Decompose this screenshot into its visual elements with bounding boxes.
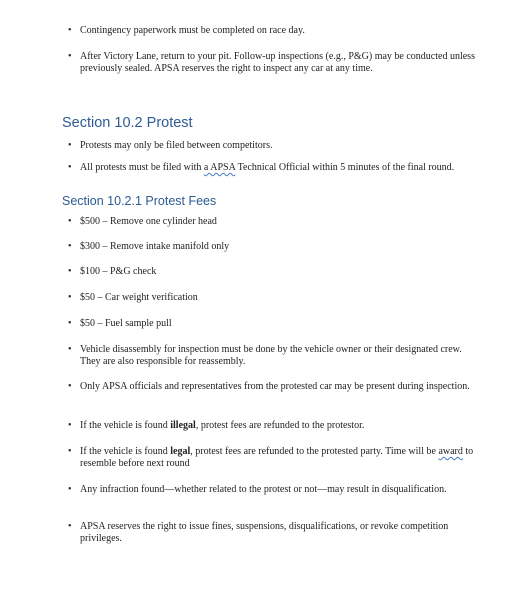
list-item: • $50 – Car weight verification bbox=[68, 292, 198, 303]
list-item: • $100 – P&G check bbox=[68, 266, 157, 277]
list-item: • $300 – Remove intake manifold only bbox=[68, 241, 230, 252]
list-item: • Any infraction found—whether related to the protest or not—may result in disqualification. bbox=[68, 484, 447, 495]
bullet-icon: • bbox=[68, 25, 72, 36]
list-item: • Contingency paperwork must be completed on race day. bbox=[68, 25, 305, 36]
list-item: • $500 – Remove one cylinder head bbox=[68, 216, 217, 227]
bullet-icon: • bbox=[68, 420, 72, 431]
list-item: • Protests may only be filed between competitors. bbox=[68, 140, 273, 151]
list-item: • After Victory Lane, return to your pit. Follow-up inspections (e.g., P&G) may be conducted unless previously sealed. APSA reserves the right to inspect any car at any time. bbox=[68, 51, 475, 74]
bullet-icon: • bbox=[68, 484, 72, 495]
bullet-icon: • bbox=[68, 266, 72, 277]
list-item: • All protests must be filed with a APSA Technical Official within 5 minutes of the final round. bbox=[68, 162, 455, 173]
list-item: • Vehicle disassembly for inspection must be done by the vehicle owner or their designated crew. They are also responsible for reassembly. bbox=[68, 344, 462, 367]
bullet-icon: • bbox=[68, 241, 72, 252]
bullet-icon: • bbox=[68, 216, 72, 227]
spellcheck-flag[interactable]: a APSA bbox=[203, 162, 236, 173]
bullet-icon: • bbox=[68, 344, 72, 355]
bullet-icon: • bbox=[68, 292, 72, 303]
list-item: • $50 – Fuel sample pull bbox=[68, 318, 172, 329]
list-item: • Only APSA officials and representatives from the protested car may be present during inspection. bbox=[68, 381, 470, 392]
bullet-icon: • bbox=[68, 140, 72, 151]
list-item: • If the vehicle is found illegal, protest fees are refunded to the protestor. bbox=[68, 420, 365, 431]
bullet-icon: • bbox=[68, 51, 72, 62]
bullet-icon: • bbox=[68, 381, 72, 392]
list-item: • APSA reserves the right to issue fines, suspensions, disqualifications, or revoke competition privileges. bbox=[68, 521, 449, 544]
section-heading-protest: Section 10.2 Protest bbox=[62, 115, 193, 131]
bullet-icon: • bbox=[68, 521, 72, 532]
subsection-heading-protest-fees: Section 10.2.1 Protest Fees bbox=[62, 194, 217, 208]
spellcheck-flag[interactable]: award bbox=[438, 446, 463, 457]
bullet-icon: • bbox=[68, 162, 72, 173]
list-item: • If the vehicle is found legal, protest fees are refunded to the protested party. Time will be award to resemble before next round bbox=[68, 446, 474, 469]
bullet-icon: • bbox=[68, 446, 72, 457]
bullet-icon: • bbox=[68, 318, 72, 329]
